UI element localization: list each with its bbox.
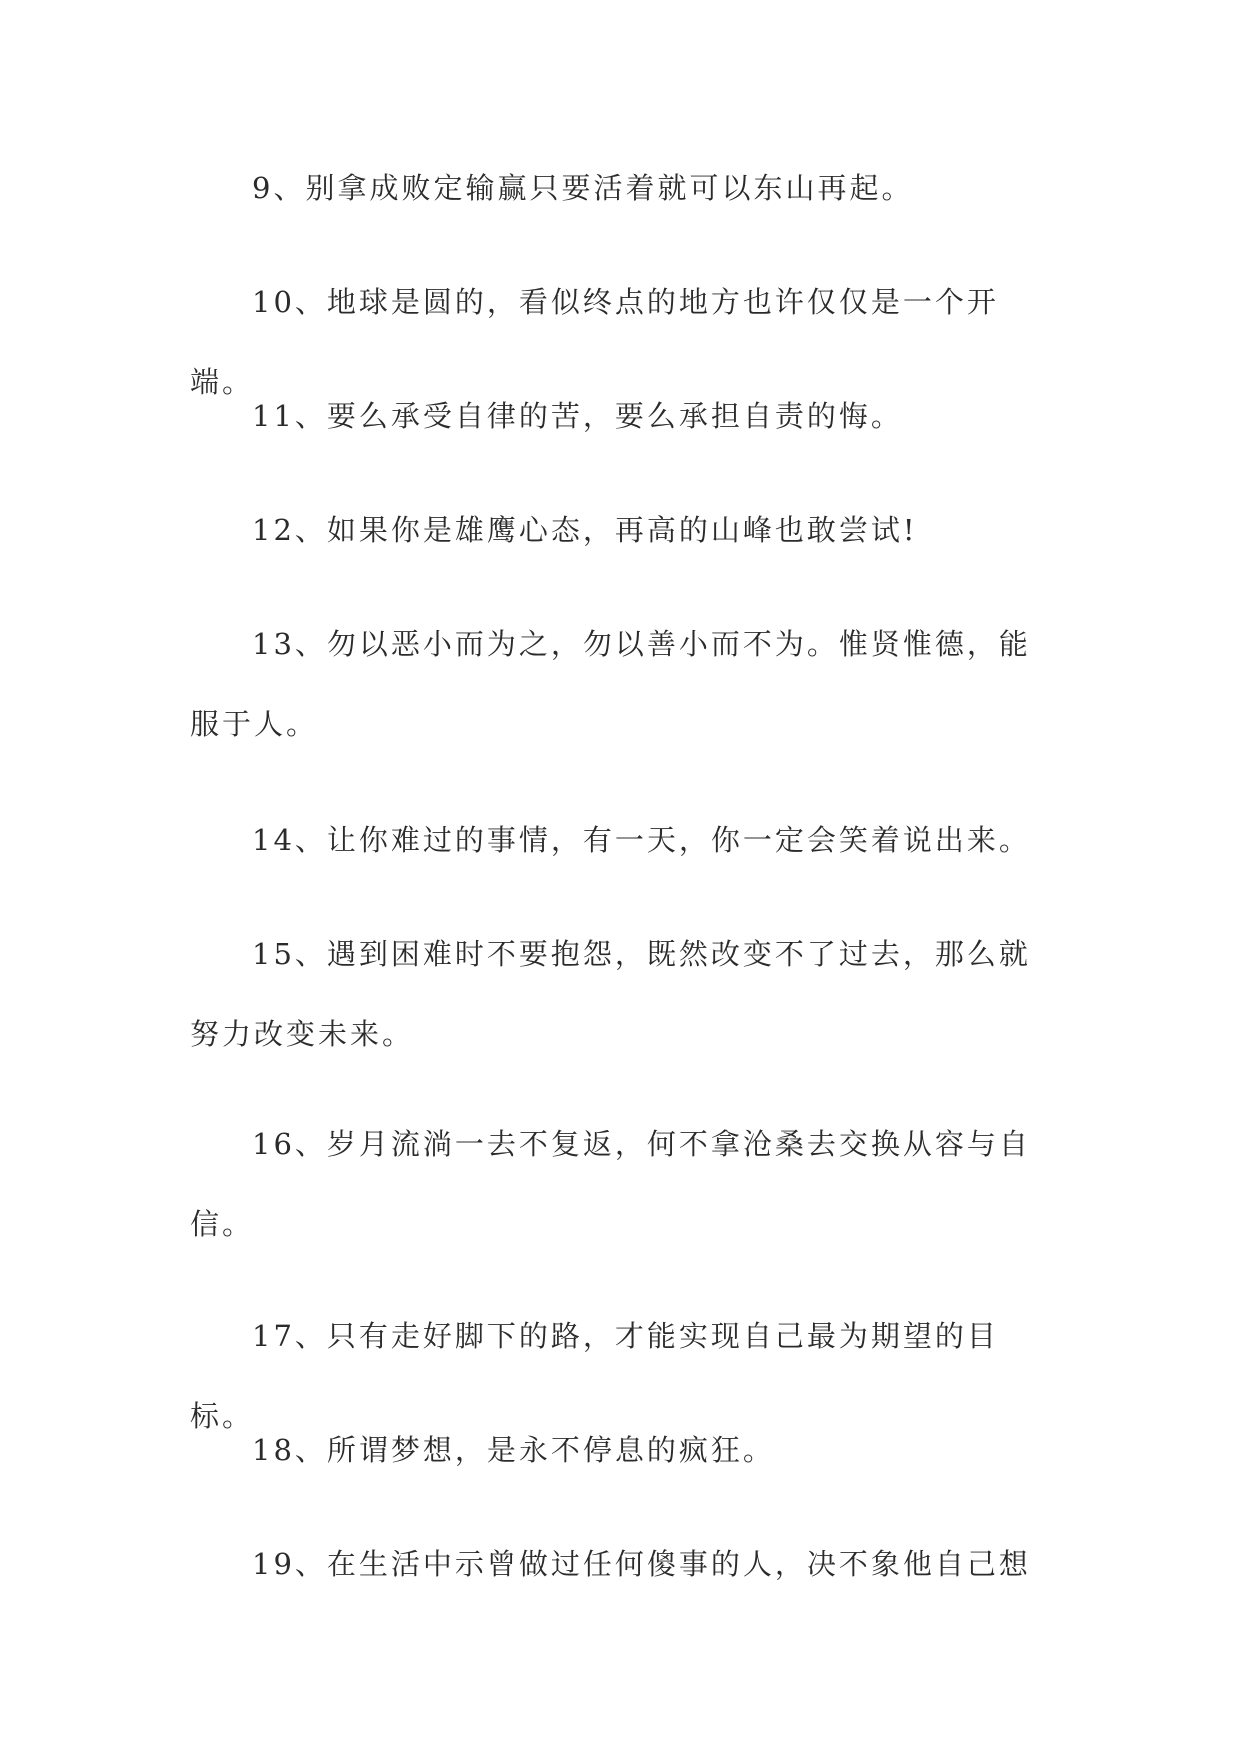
paragraph-18: 18、所谓梦想，是永不停息的疯狂。 bbox=[252, 1433, 775, 1467]
paragraph-12: 12、如果你是雄鹰心态，再高的山峰也敢尝试! bbox=[252, 513, 918, 547]
paragraph-10: 10、地球是圆的，看似终点的地方也许仅仅是一个开端。 bbox=[190, 285, 999, 399]
paragraph-19: 19、在生活中示曾做过任何傻事的人，决不象他自己想 bbox=[252, 1547, 1031, 1581]
paragraph-13: 13、勿以恶小而为之，勿以善小而不为。惟贤惟德，能服于人。 bbox=[190, 627, 1031, 741]
paragraph-14: 14、让你难过的事情，有一天，你一定会笑着说出来。 bbox=[252, 823, 1031, 857]
paragraph-15: 15、遇到困难时不要抱怨，既然改变不了过去，那么就努力改变未来。 bbox=[190, 937, 1031, 1051]
paragraph-16: 16、岁月流淌一去不复返，何不拿沧桑去交换从容与自信。 bbox=[190, 1127, 1031, 1241]
paragraph-11: 11、要么承受自律的苦，要么承担自责的悔。 bbox=[252, 399, 903, 433]
paragraph-17: 17、只有走好脚下的路，才能实现自己最为期望的目标。 bbox=[190, 1319, 999, 1433]
paragraph-9: 9、别拿成败定输赢只要活着就可以东山再起。 bbox=[252, 171, 914, 205]
